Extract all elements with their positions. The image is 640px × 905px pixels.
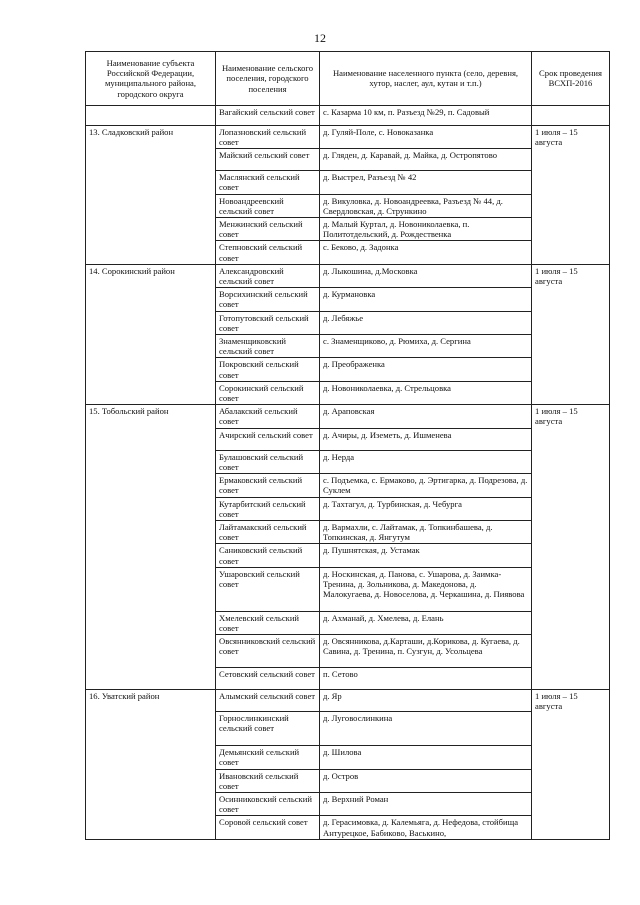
place-names: д. Овсянникова, д.Карташи, д.Корикова, д. Кугаева, д. Савина, д. Тренина, п. Сузгун, д. Усольцева xyxy=(320,635,532,668)
place-names: д. Носкинская, д. Панова, с. Ушарова, д. Заимка-Тренина, д. Зольникова, д. Македонова, д. Малокугаева, д. Новоселова, д. Черкашина, д. Пиявова xyxy=(320,567,532,611)
settlement-name: Горнослинкинский сельский совет xyxy=(216,712,320,746)
settlement-name: Ивановский сельский совет xyxy=(216,769,320,792)
settlement-name: Сетовский сельский совет xyxy=(216,668,320,690)
place-names: д. Новониколаевка, д. Стрельцовка xyxy=(320,381,532,404)
census-term: 1 июля – 15 августа xyxy=(532,405,610,690)
settlement-name: Ушаровский сельский совет xyxy=(216,567,320,611)
settlement-name: Менжинский сельский совет xyxy=(216,218,320,241)
table-row xyxy=(86,264,610,287)
place-names: д. Герасимовка, д. Калемьяга, д. Нефедова, стойбища Антурецкое, Бабиково, Васькино, xyxy=(320,816,532,839)
district-name: 15. Тобольский район xyxy=(86,405,216,690)
census-term xyxy=(532,105,610,125)
header-term: Срок проведения ВСХП-2016 xyxy=(532,52,610,106)
header-place: Наименование населенного пункта (село, деревня, хутор, наслег, аул, кутан и т.п.) xyxy=(320,52,532,106)
place-names: д. Шилова xyxy=(320,746,532,769)
place-names: д. Верхний Роман xyxy=(320,792,532,815)
place-names: д. Гуляй-Поле, с. Новоказанка xyxy=(320,125,532,148)
settlement-name: Алымский сельский совет xyxy=(216,690,320,712)
settlement-name: Абалакский сельский совет xyxy=(216,405,320,428)
place-names: д. Викуловка, д. Новоандреевка, Разъезд № 44, д. Свердловская, д. Стрункино xyxy=(320,194,532,217)
district-name: 13. Сладковский район xyxy=(86,125,216,264)
settlement-name: Майский сельский совет xyxy=(216,149,320,171)
place-names: п. Сетово xyxy=(320,668,532,690)
table-header-row xyxy=(86,52,610,106)
place-names: д. Преображенка xyxy=(320,358,532,381)
district-name xyxy=(86,105,216,125)
settlement-name: Кутарбитский сельский совет xyxy=(216,497,320,520)
settlement-name: Саниковский сельский совет xyxy=(216,544,320,567)
settlement-name: Соровой сельский совет xyxy=(216,816,320,839)
settlement-name: Осинниковский сельский совет xyxy=(216,792,320,815)
settlement-name: Лайтамакский сельский совет xyxy=(216,520,320,543)
place-names: с. Казарма 10 км, п. Разъезд №29, п. Садовый xyxy=(320,105,532,125)
place-names: д. Луговослинкина xyxy=(320,712,532,746)
settlement-name: Знаменщиковский сельский совет xyxy=(216,335,320,358)
place-names: д. Араповская xyxy=(320,405,532,428)
settlement-name: Демьянский сельский совет xyxy=(216,746,320,769)
header-subject: Наименование субъекта Российской Федерации, муниципального района, городского округа xyxy=(86,52,216,106)
district-name: 16. Уватский район xyxy=(86,690,216,840)
place-names: д. Яр xyxy=(320,690,532,712)
table-row xyxy=(86,690,610,712)
page-number: 12 xyxy=(314,31,326,45)
table-row xyxy=(86,125,610,148)
place-names: д. Пушнятская, д. Устамак xyxy=(320,544,532,567)
place-names: с. Подъемка, с. Ермаково, д. Эртигарка, д. Подрезова, д. Суклем xyxy=(320,474,532,497)
settlement-name: Лопазновский сельский совет xyxy=(216,125,320,148)
settlement-name: Овсянниковский сельский совет xyxy=(216,635,320,668)
settlement-name: Ермаковский сельский совет xyxy=(216,474,320,497)
place-names: с. Беково, д. Задонка xyxy=(320,241,532,264)
settlement-name: Маслянский сельский совет xyxy=(216,171,320,194)
settlement-name: Александровский сельский совет xyxy=(216,264,320,287)
place-names: д. Ачиры, д. Иземеть, д. Ишменева xyxy=(320,428,532,450)
place-names: д. Выстрел, Разъезд № 42 xyxy=(320,171,532,194)
place-names: д. Лыкошина, д.Московка xyxy=(320,264,532,287)
settlement-name: Сорокинский сельский совет xyxy=(216,381,320,404)
settlement-name: Степновский сельский совет xyxy=(216,241,320,264)
settlement-name: Ворсихинский сельский совет xyxy=(216,288,320,311)
place-names: д. Малый Куртал, д. Новониколаевка, п. Политотдельский, д. Рождественка xyxy=(320,218,532,241)
header-settlement: Наименование сельского поселения, городского поселения xyxy=(216,52,320,106)
place-names: д. Ахманай, д. Хмелева, д. Елань xyxy=(320,611,532,634)
settlement-name: Новоандреевский сельский совет xyxy=(216,194,320,217)
table-row xyxy=(86,105,610,125)
table-row xyxy=(86,405,610,428)
census-term: 1 июля – 15 августа xyxy=(532,264,610,404)
settlement-name: Хмелевский сельский совет xyxy=(216,611,320,634)
settlement-name: Готопутовский сельский совет xyxy=(216,311,320,334)
settlement-name: Покровский сельский совет xyxy=(216,358,320,381)
census-term: 1 июля – 15 августа xyxy=(532,125,610,264)
place-names: д. Лебяжье xyxy=(320,311,532,334)
place-names: д. Остров xyxy=(320,769,532,792)
settlement-name: Булашовский сельский совет xyxy=(216,450,320,473)
district-name: 14. Сорокинский район xyxy=(86,264,216,404)
place-names: д. Курмановка xyxy=(320,288,532,311)
place-names: с. Знаменщиково, д. Рюмиха, д. Сергина xyxy=(320,335,532,358)
table-body xyxy=(86,105,610,839)
census-term: 1 июля – 15 августа xyxy=(532,690,610,840)
place-names: д. Гляден, д. Каравай, д. Майка, д. Остропятово xyxy=(320,149,532,171)
settlement-name: Вагайский сельский совет xyxy=(216,105,320,125)
place-names: д. Тахтагул, д. Турбинская, д. Чебурга xyxy=(320,497,532,520)
settlements-table xyxy=(85,51,610,840)
place-names: д. Нерда xyxy=(320,450,532,473)
settlement-name: Ачирский сельский совет xyxy=(216,428,320,450)
place-names: д. Вармахли, с. Лайтамак, д. Топкинбашева, д. Топкинская, д. Янгутум xyxy=(320,520,532,543)
